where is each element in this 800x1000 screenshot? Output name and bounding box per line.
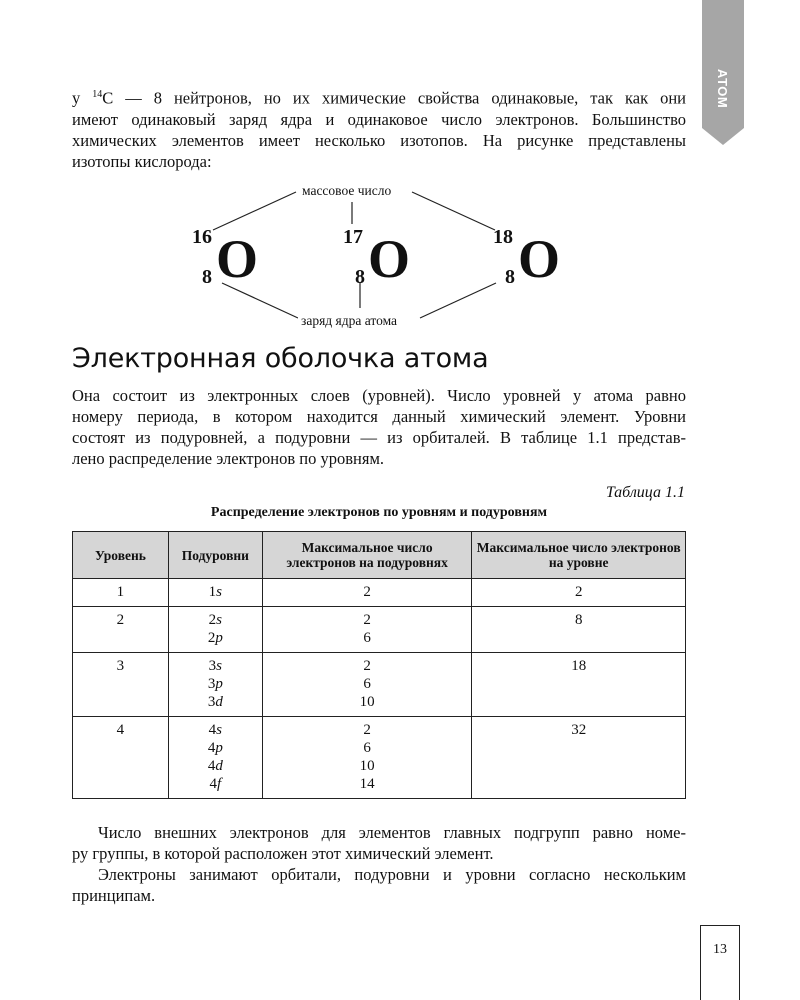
- sublevel-max-cell: [262, 717, 472, 799]
- intro-line-4: изотопы кислорода:: [72, 151, 212, 171]
- level-cell: 2: [73, 607, 169, 653]
- isotope-1-symbol: O: [216, 229, 259, 289]
- sublevel-item: 3s: [208, 658, 222, 674]
- level-cell: 3: [73, 653, 169, 717]
- sublevel-item: 2s: [208, 612, 222, 628]
- sublevel-item: 1s: [208, 584, 222, 600]
- table-row: [73, 717, 686, 799]
- isotope-3-mass: 18: [493, 226, 513, 248]
- isotope-diagram: [0, 180, 800, 330]
- sublevel-item: 4f: [209, 776, 222, 792]
- sublevels-cell: [168, 579, 262, 607]
- section-line-4: лено распределение электронов по уровням.: [72, 449, 385, 468]
- table-title: Распределение электронов по уровням и подуровням: [210, 505, 548, 520]
- page-number: 13: [713, 942, 727, 957]
- intro-line-3: химических элементов имеет несколько изотопов. На рисунке представлены: [72, 130, 686, 150]
- section-line-3: состоят из подуровней, а подуровни — из орбиталей. В таблице 1.1 представ-: [72, 428, 686, 447]
- isotope-1-mass: 16: [192, 226, 212, 248]
- intro-paragraph: [72, 84, 686, 172]
- sublevel-max-value: 14: [359, 776, 375, 792]
- isotope-3-symbol: O: [518, 229, 561, 289]
- table-row: [73, 579, 686, 607]
- intro-line-2: имеют одинаковый заряд ядра и одинаковое число электронов. Большинство: [72, 109, 686, 129]
- section-line-1: Она состоит из электронных слоев (уровней). Число уровней у атома равно: [72, 386, 686, 405]
- sublevels-cell: [168, 607, 262, 653]
- header-sublevels: Подуровни: [168, 532, 262, 579]
- isotope-3-charge: 8: [505, 266, 515, 288]
- sublevel-max-value: 10: [359, 694, 375, 710]
- sublevel-max-value: 6: [363, 676, 371, 692]
- sublevel-max-cell: [262, 653, 472, 717]
- level-cell: 4: [73, 717, 169, 799]
- header-sublevel-max: Максимальное число электронов на подуровнях: [262, 532, 472, 579]
- sublevel-item: 2p: [207, 630, 223, 646]
- isotope-1-charge: 8: [202, 266, 212, 288]
- table-number: Таблица 1.1: [605, 484, 685, 501]
- level-max-cell: 2: [472, 579, 686, 607]
- page-number-box: [700, 925, 740, 1000]
- sublevel-item: 4d: [207, 758, 223, 774]
- sublevels-cell: [168, 653, 262, 717]
- table-row: [73, 653, 686, 717]
- sublevel-item: 3d: [207, 694, 223, 710]
- header-level: Уровень: [73, 532, 169, 579]
- level-max-cell: 18: [472, 653, 686, 717]
- chapter-tab-text: АТОМ: [715, 68, 731, 108]
- isotope-2-charge: 8: [355, 266, 365, 288]
- mass-number-label: массовое число: [299, 183, 394, 199]
- sublevel-max-value: 6: [363, 740, 371, 756]
- sublevel-max-value: 2: [363, 612, 371, 628]
- level-max-cell: 32: [472, 717, 686, 799]
- isotope-2-mass: 17: [343, 226, 363, 248]
- section-paragraph: [72, 385, 686, 469]
- closing-p2-line-1: Электроны занимают орбитали, подуровни и уровни согласно нескольким: [98, 865, 686, 884]
- table-body: [73, 579, 686, 799]
- sublevel-max-value: 2: [363, 658, 371, 674]
- sublevel-max-value: 2: [363, 722, 371, 738]
- table-row: [73, 607, 686, 653]
- nuclear-charge-label: заряд ядра атома: [298, 313, 400, 329]
- isotope-superscript: 14: [92, 89, 103, 100]
- sublevel-max-cell: [262, 607, 472, 653]
- closing-p1-line-1: Число внешних электронов для элементов главных подгрупп равно номе-: [98, 823, 686, 842]
- sublevel-item: 4s: [208, 722, 222, 738]
- closing-paragraph-1: [72, 822, 686, 864]
- closing-p1-line-2: ру группы, в которой расположен этот химический элемент.: [72, 844, 494, 863]
- sublevel-item: 4p: [207, 740, 223, 756]
- sublevel-item: 3p: [207, 676, 223, 692]
- electron-distribution-table: [72, 531, 686, 799]
- sublevels-cell: [168, 717, 262, 799]
- sublevel-max-value: 6: [363, 630, 371, 646]
- intro-line-1: у $^{14}$C — 8 нейтронов, но их химические свойства одинаковые, так как они: [72, 88, 687, 108]
- table-header-row: [73, 532, 686, 579]
- level-max-cell: 8: [472, 607, 686, 653]
- closing-paragraph-2: [72, 864, 686, 906]
- isotope-2-symbol: O: [368, 229, 411, 289]
- sublevel-max-value: 10: [359, 758, 375, 774]
- closing-p2-line-2: принципам.: [72, 886, 156, 905]
- sublevel-max-cell: [262, 579, 472, 607]
- section-heading: Электронная оболочка атома: [72, 343, 489, 374]
- sublevel-max-value: 2: [363, 584, 371, 600]
- section-line-2: номеру периода, в котором находится данный химический элемент. Уровни: [72, 407, 686, 426]
- level-cell: 1: [73, 579, 169, 607]
- chapter-tab: [702, 0, 744, 145]
- chapter-tab-label: [708, 58, 738, 118]
- header-level-max: Максимальное число электронов на уровне: [472, 532, 686, 579]
